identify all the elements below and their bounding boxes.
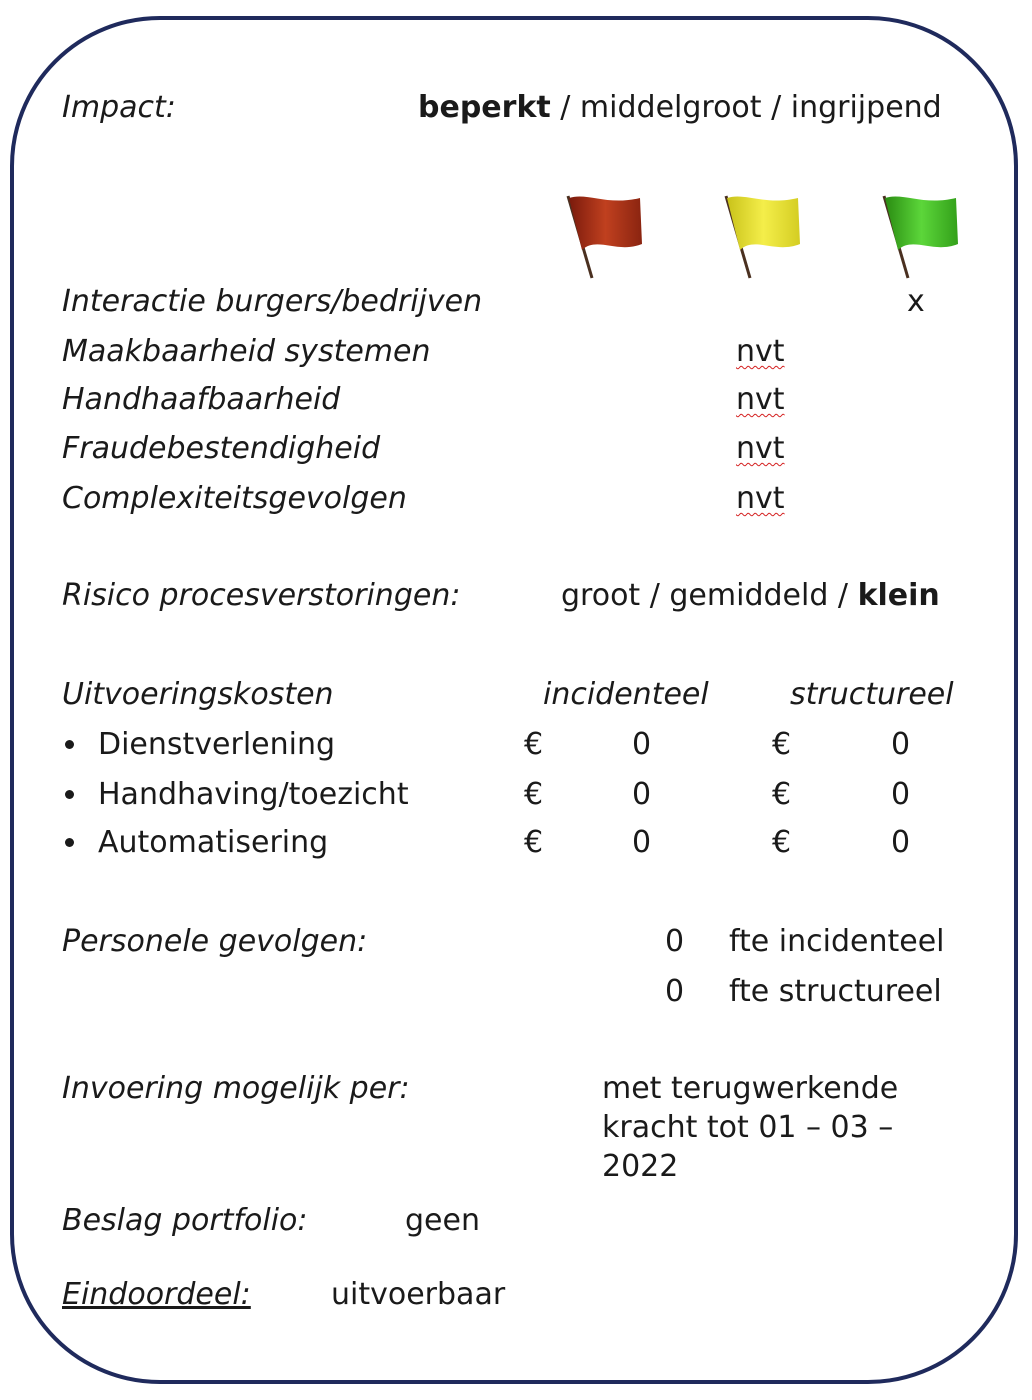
criterion-value: nvt bbox=[736, 431, 785, 466]
bullet bbox=[65, 838, 74, 847]
impact-options: beperkt / middelgroot / ingrijpend bbox=[418, 90, 942, 125]
personnel-structural-value: 0 bbox=[665, 974, 685, 1009]
criterion-label: Maakbaarheid systemen bbox=[62, 334, 431, 369]
personnel-incidental-value: 0 bbox=[665, 924, 685, 959]
cost-incidental-value: 0 bbox=[632, 727, 652, 762]
currency-symbol: € bbox=[772, 777, 792, 812]
cost-structural-value: 0 bbox=[891, 825, 911, 860]
personnel-incidental-text: fte incidenteel bbox=[729, 924, 945, 959]
impact-option-beperkt: beperkt bbox=[418, 90, 551, 125]
impact-label: Impact: bbox=[62, 90, 176, 125]
currency-symbol: € bbox=[524, 777, 544, 812]
verdict-label: Eindoordeel: bbox=[62, 1277, 251, 1312]
personnel-label: Personele gevolgen: bbox=[62, 924, 368, 959]
cost-row-label: Handhaving/toezicht bbox=[98, 777, 409, 812]
criterion-value: x bbox=[907, 284, 925, 319]
currency-symbol: € bbox=[772, 727, 792, 762]
verdict-value: uitvoerbaar bbox=[331, 1277, 506, 1312]
criterion-value: nvt bbox=[736, 334, 785, 369]
criterion-value: nvt bbox=[736, 481, 785, 516]
cost-row-label: Dienstverlening bbox=[98, 727, 336, 762]
risk-options: groot / gemiddeld / klein bbox=[561, 578, 940, 613]
red-flag-icon bbox=[562, 192, 646, 282]
currency-symbol: € bbox=[524, 727, 544, 762]
risk-option-klein: klein bbox=[857, 578, 940, 613]
yellow-flag-icon bbox=[720, 192, 804, 282]
cost-incidental-value: 0 bbox=[632, 777, 652, 812]
introduction-line: kracht tot 01 – 03 – bbox=[602, 1110, 894, 1145]
cost-row-label: Automatisering bbox=[98, 825, 329, 860]
cost-structural-value: 0 bbox=[891, 727, 911, 762]
currency-symbol: € bbox=[524, 825, 544, 860]
costs-label: Uitvoeringskosten bbox=[62, 677, 334, 712]
costs-col-structural: structureel bbox=[790, 677, 954, 712]
risk-label: Risico procesverstoringen: bbox=[62, 578, 461, 613]
risk-option-gemiddeld: gemiddeld bbox=[669, 578, 829, 613]
criterion-label: Complexiteitsgevolgen bbox=[62, 481, 407, 516]
introduction-line: 2022 bbox=[602, 1149, 679, 1184]
bullet bbox=[65, 790, 74, 799]
cost-incidental-value: 0 bbox=[632, 825, 652, 860]
costs-col-incidental: incidenteel bbox=[543, 677, 709, 712]
portfolio-value: geen bbox=[405, 1203, 480, 1238]
green-flag-icon bbox=[878, 192, 962, 282]
personnel-structural-text: fte structureel bbox=[729, 974, 942, 1009]
bullet bbox=[65, 740, 74, 749]
criterion-value: nvt bbox=[736, 382, 785, 417]
criterion-label: Fraudebestendigheid bbox=[62, 431, 381, 466]
currency-symbol: € bbox=[772, 825, 792, 860]
introduction-label: Invoering mogelijk per: bbox=[62, 1071, 410, 1106]
cost-structural-value: 0 bbox=[891, 777, 911, 812]
impact-option-ingrijpend: ingrijpend bbox=[790, 90, 942, 125]
criterion-label: Handhaafbaarheid bbox=[62, 382, 341, 417]
criterion-label: Interactie burgers/bedrijven bbox=[62, 284, 483, 319]
introduction-line: met terugwerkende bbox=[602, 1071, 899, 1106]
portfolio-label: Beslag portfolio: bbox=[62, 1203, 308, 1238]
risk-option-groot: groot bbox=[561, 578, 641, 613]
impact-option-middelgroot: middelgroot bbox=[579, 90, 762, 125]
